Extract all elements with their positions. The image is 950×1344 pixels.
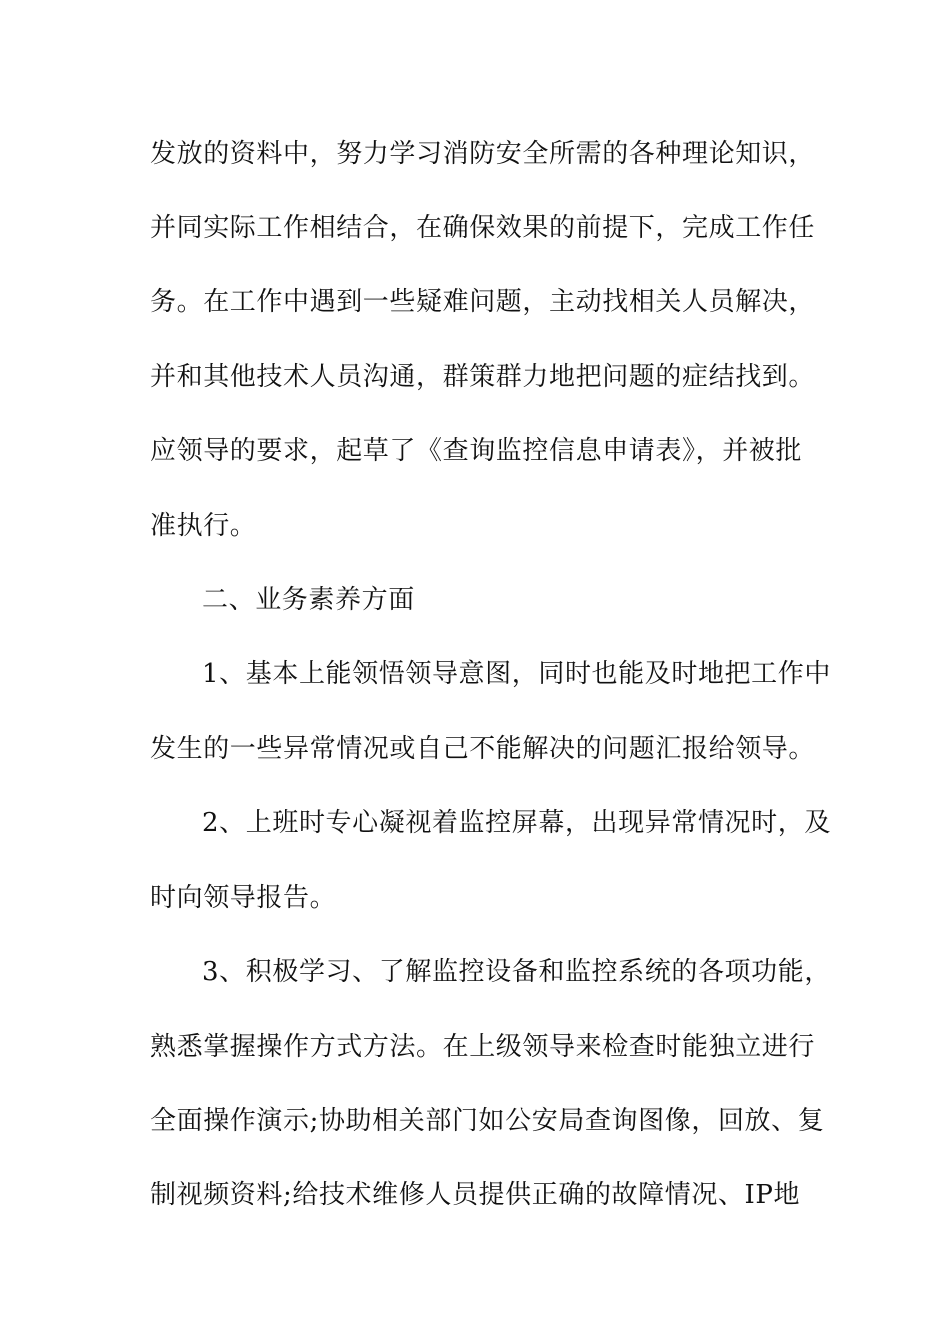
paragraph-line: 时向领导报告。 bbox=[150, 883, 337, 913]
paragraph-line: 务。在工作中遇到一些疑难问题，主动找相关人员解决， bbox=[150, 287, 816, 317]
paragraph-line: 熟悉掌握操作方式方法。在上级领导来检查时能独立进行 bbox=[150, 1032, 816, 1062]
paragraph-line: 发生的一些异常情况或自己不能解决的问题汇报给领导。 bbox=[150, 734, 816, 764]
paragraph-line: 3、积极学习、了解监控设备和监控系统的各项功能， bbox=[202, 957, 831, 987]
paragraph-line: 并同实际工作相结合，在确保效果的前提下，完成工作任 bbox=[150, 213, 816, 243]
paragraph-line: 准执行。 bbox=[150, 511, 257, 541]
paragraph-line: 1、基本上能领悟领导意图，同时也能及时地把工作中 bbox=[202, 659, 831, 689]
paragraph-line: 并和其他技术人员沟通，群策群力地把问题的症结找到。 bbox=[150, 362, 816, 392]
paragraph-line: 制视频资料;给技术维修人员提供正确的故障情况、IP地 bbox=[150, 1180, 801, 1210]
paragraph-line: 2、上班时专心凝视着监控屏幕，出现异常情况时，及 bbox=[202, 808, 831, 838]
paragraph-line: 全面操作演示;协助相关部门如公安局查询图像，回放、复 bbox=[150, 1106, 825, 1136]
paragraph-line: 应领导的要求，起草了《查询监控信息申请表》，并被批 bbox=[150, 436, 803, 466]
paragraph-line: 发放的资料中，努力学习消防安全所需的各种理论知识， bbox=[150, 139, 816, 169]
section-heading: 二、业务素养方面 bbox=[202, 585, 415, 615]
